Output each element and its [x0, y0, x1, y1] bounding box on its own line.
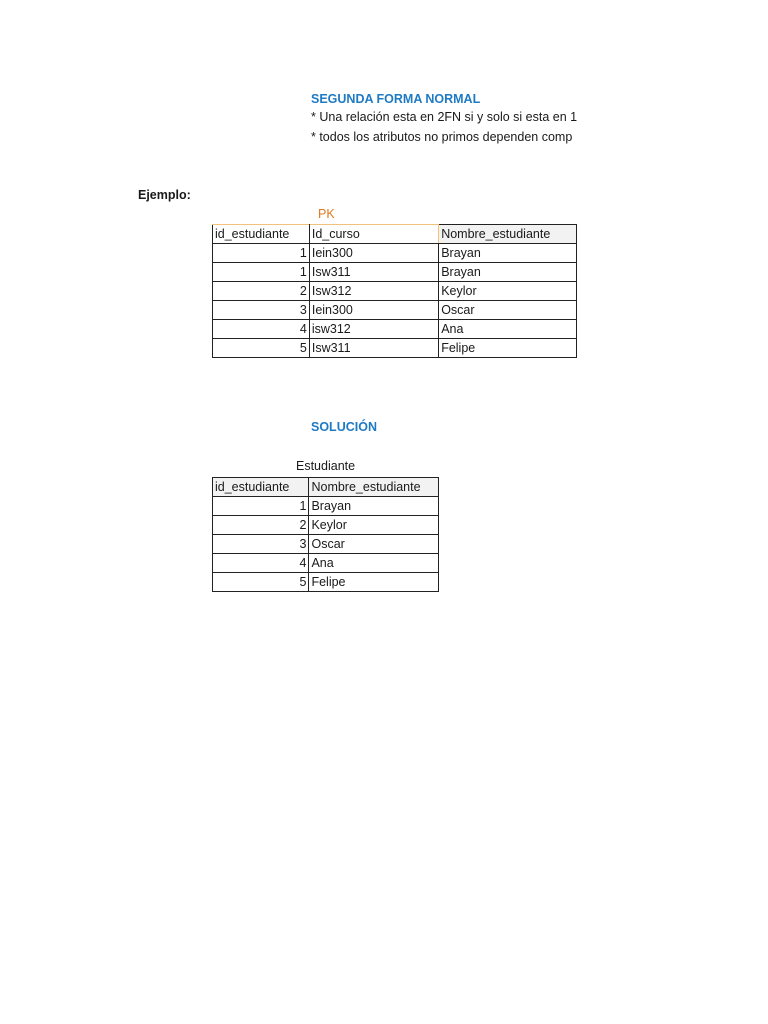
definition-bullet-2: * todos los atributos no primos dependen comp [311, 130, 573, 144]
pk-label: PK [318, 207, 335, 221]
table-row [213, 535, 439, 554]
table-row [213, 320, 577, 339]
table-cell: Isw312 [309, 282, 438, 301]
solution-table-title: Estudiante [296, 459, 356, 473]
column-header-pk: Id_curso [309, 225, 438, 244]
example-label: Ejemplo: [138, 188, 191, 202]
table-cell: isw312 [309, 320, 438, 339]
table-row [213, 282, 577, 301]
table-cell: 2 [213, 516, 309, 535]
table-cell: Ana [309, 554, 439, 573]
table-cell: Oscar [439, 301, 577, 320]
table-row [213, 497, 439, 516]
table-cell: Brayan [439, 263, 577, 282]
table-cell: 4 [213, 320, 310, 339]
table-cell: Ana [439, 320, 577, 339]
table-header-row [213, 478, 439, 497]
table-header-row [213, 225, 577, 244]
table-cell: Brayan [439, 244, 577, 263]
table-cell: 4 [213, 554, 309, 573]
table-cell: 1 [213, 244, 310, 263]
table-cell: Isw311 [309, 263, 438, 282]
table-cell: 3 [213, 301, 310, 320]
definition-bullet-1: * Una relación esta en 2FN si y solo si esta en 1 [311, 110, 577, 124]
example-table [212, 224, 577, 358]
table-cell: 5 [213, 339, 310, 358]
column-header: Nombre_estudiante [439, 225, 577, 244]
table-cell: 2 [213, 282, 310, 301]
page-title: SEGUNDA FORMA NORMAL [311, 92, 481, 106]
table-cell: Iein300 [309, 244, 438, 263]
column-header: Nombre_estudiante [309, 478, 439, 497]
table-row [213, 301, 577, 320]
table-cell: 1 [213, 497, 309, 516]
table-cell: Iein300 [309, 301, 438, 320]
table-cell: Keylor [439, 282, 577, 301]
column-header: id_estudiante [213, 225, 310, 244]
table-cell: Isw311 [309, 339, 438, 358]
solution-table [212, 477, 439, 592]
table-cell: Keylor [309, 516, 439, 535]
table-row [213, 554, 439, 573]
table-cell: Brayan [309, 497, 439, 516]
solution-title: SOLUCIÓN [311, 420, 377, 434]
column-header: id_estudiante [213, 478, 309, 497]
table-row [213, 263, 577, 282]
table-row [213, 244, 577, 263]
table-cell: 1 [213, 263, 310, 282]
table-cell: 5 [213, 573, 309, 592]
table-cell: Oscar [309, 535, 439, 554]
table-row [213, 573, 439, 592]
table-cell: Felipe [309, 573, 439, 592]
table-cell: 3 [213, 535, 309, 554]
table-row [213, 339, 577, 358]
table-cell: Felipe [439, 339, 577, 358]
table-row [213, 516, 439, 535]
